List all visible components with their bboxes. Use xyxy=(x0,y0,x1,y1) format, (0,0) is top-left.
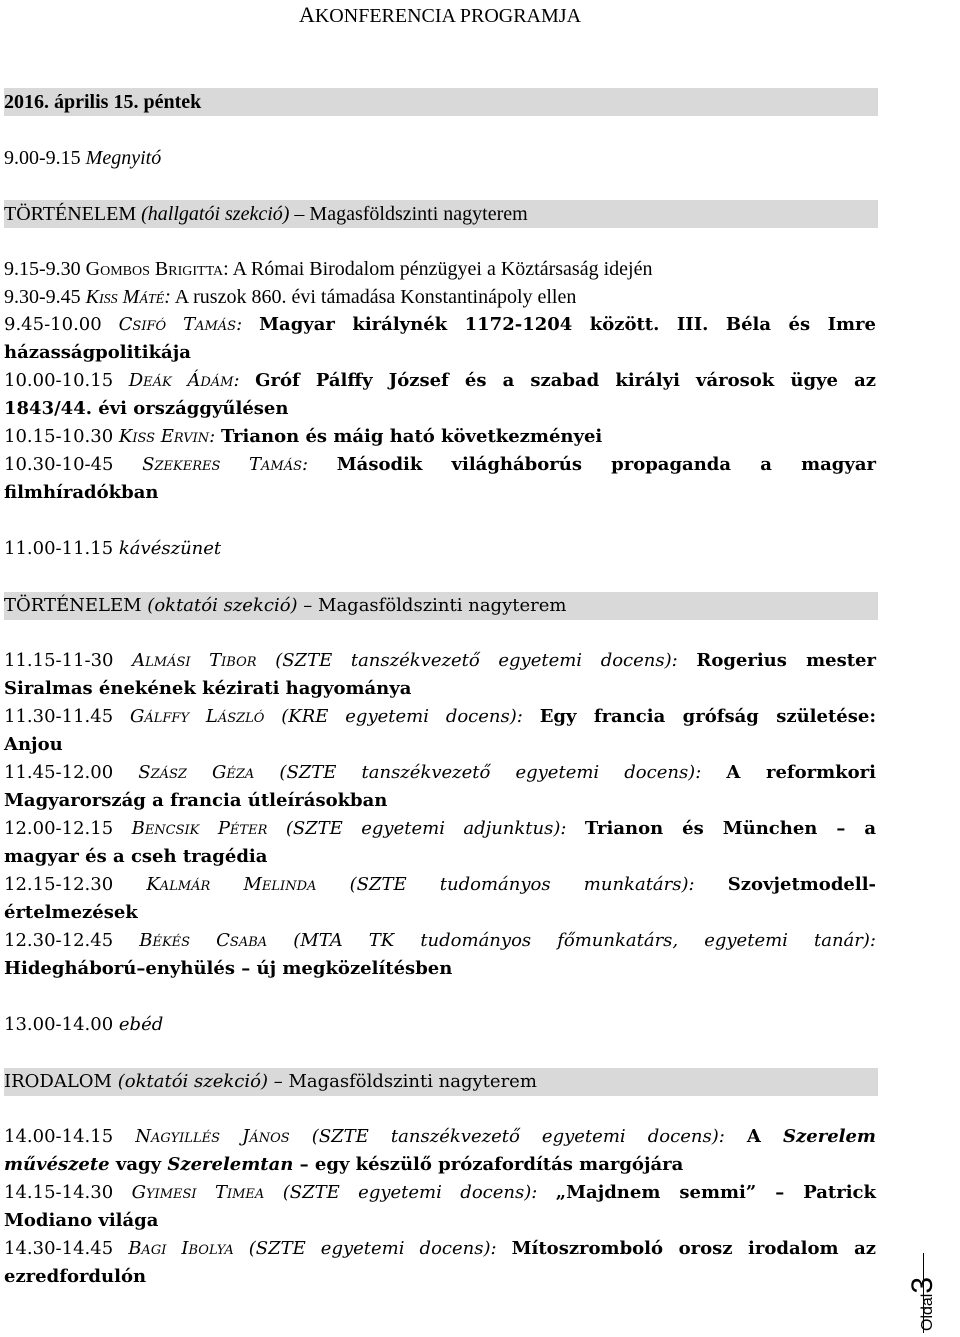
section-header-history-students: TÖRTÉNELEM (hallgatói szekció) – Magasföldszinti nagyterem xyxy=(4,200,878,228)
section-header-literature: IRODALOM (oktatói szekció) – Magasföldszinti nagyterem xyxy=(4,1068,878,1096)
talk-item: 10.15-10.30 Kiss Ervin: Trianon és máig ható következményei xyxy=(4,426,603,447)
talk-item: 10.00-10.15 Deák Ádám: Gróf Pálffy József és a szabad királyi városok ügye az xyxy=(4,370,876,391)
page-number: 3 xyxy=(906,1276,939,1294)
talk-item: 9.30-9.45 Kiss Máté: A ruszok 860. évi támadása Konstantinápoly ellen xyxy=(4,286,577,308)
page-label: Oldal xyxy=(919,1293,936,1331)
talk-item: 14.30-14.45 Bagi Ibolya (SZTE egyetemi docens): Mítoszromboló orosz irodalom az xyxy=(4,1238,876,1259)
talk-item: 12.30-12.45 Békés Csaba (MTA TK tudományos főmunkatárs, egyetemi tanár): xyxy=(4,930,876,951)
talk-item: 9.45-10.00 Csifó Tamás: Magyar királynék 1172-1204 között. III. Béla és Imre xyxy=(4,314,876,335)
talk-item: 12.00-12.15 Bencsik Péter (SZTE egyetemi adjunktus): Trianon és München – a xyxy=(4,818,876,839)
talk-item: 11.45-12.00 Szász Géza (SZTE tanszékvezető egyetemi docens): A reformkori xyxy=(4,762,876,783)
page-footer xyxy=(906,1253,954,1333)
talk-item: 11.15-11-30 Almási Tibor (SZTE tanszékvezető egyetemi docens): Rogerius mester xyxy=(4,650,876,671)
section-header-history-faculty: TÖRTÉNELEM (oktatói szekció) – Magasföldszinti nagyterem xyxy=(4,592,878,620)
talk-item-continued: házasságpolitikája xyxy=(4,342,191,363)
talk-item-continued: értelmezések xyxy=(4,902,138,923)
talk-item-continued: Hidegháború–enyhülés – új megközelítésben xyxy=(4,958,453,979)
talk-item: 14.15-14.30 Gyimesi Timea (SZTE egyetemi docens): „Majdnem semmi” – Patrick xyxy=(4,1182,876,1203)
talk-item-continued: Siralmas énekének kézirati hagyománya xyxy=(4,678,412,699)
talk-item-continued: Modiano világa xyxy=(4,1210,159,1231)
talk-item-continued: Magyarország a francia útleírásokban xyxy=(4,790,388,811)
lunch-break: 13.00-14.00 ebéd xyxy=(4,1014,164,1035)
talk-item-continued: művészete vagy Szerelemtan – egy készülő prózafordítás margójára xyxy=(4,1154,684,1175)
talk-item-continued: Anjou xyxy=(4,734,63,755)
talk-item: 12.15-12.30 Kalmár Melinda (SZTE tudományos munkatárs): Szovjetmodell- xyxy=(4,874,876,895)
day-header: 2016. április 15. péntek xyxy=(4,88,878,116)
talk-item: 11.30-11.45 Gálffy László (KRE egyetemi docens): Egy francia grófság születése: xyxy=(4,706,876,727)
talk-item-continued: ezredfordulón xyxy=(4,1266,147,1287)
talk-item: 9.15-9.30 Gombos Brigitta: A Római Birodalom pénzügyei a Köztársaság idején xyxy=(4,258,653,280)
talk-item-continued: filmhíradókban xyxy=(4,482,159,503)
opening: 9.00-9.15 Megnyitó xyxy=(4,147,162,169)
talk-item: 10.30-10-45 Szekeres Tamás: Második világháborús propaganda a magyar xyxy=(4,454,876,475)
page-title: AKONFERENCIA PROGRAMJA xyxy=(298,2,582,27)
talk-item: 14.00-14.15 Nagyillés János (SZTE tanszékvezető egyetemi docens): A Szerelem xyxy=(4,1126,876,1147)
talk-item-continued: 1843/44. évi országgyűlésen xyxy=(4,398,289,419)
talk-item-continued: magyar és a cseh tragédia xyxy=(4,846,268,867)
coffee-break: 11.00-11.15 kávészünet xyxy=(4,538,222,559)
